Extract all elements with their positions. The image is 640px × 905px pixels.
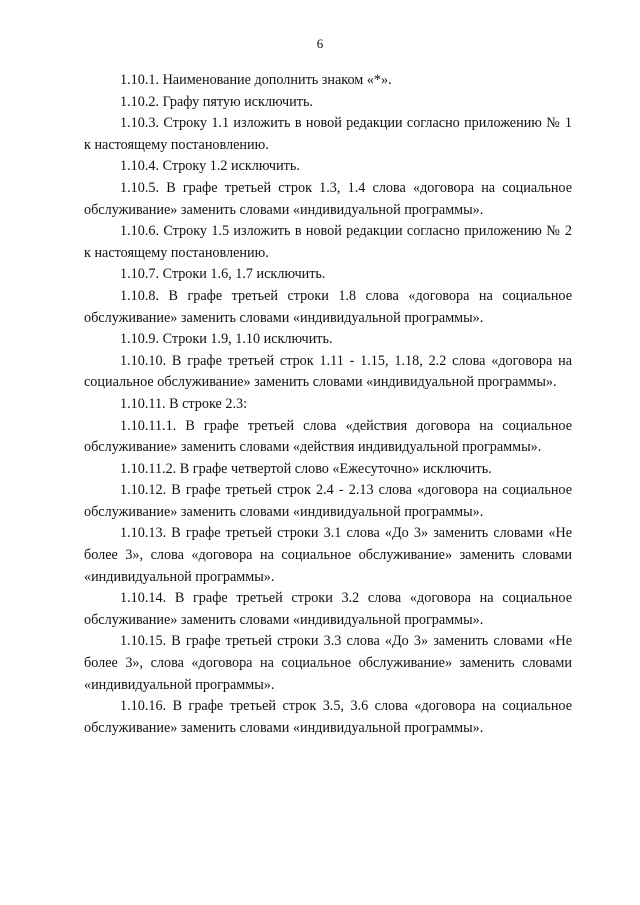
paragraph: 1.10.15. В графе третьей строки 3.3 слова «До 3» заменить словами «Не более 3», слова «договора на социальное обслуживание» заменить словами «индивидуальной программы». (84, 633, 572, 693)
paragraph: 1.10.5. В графе третьей строк 1.3, 1.4 слова «договора на социальное обслуживание» заменить словами «индивидуальной программы». (84, 179, 572, 218)
paragraph: 1.10.11.2. В графе четвертой слово «Ежесуточно» исключить. (120, 460, 492, 477)
paragraph: 1.10.7. Строки 1.6, 1.7 исключить. (120, 266, 326, 283)
paragraph: 1.10.12. В графе третьей строк 2.4 - 2.13 слова «договора на социальное обслуживание» заменить словами «индивидуальной программы». (84, 482, 572, 520)
paragraph: 1.10.3. Строку 1.1 изложить в новой редакции согласно приложению № 1 к настоящему постановлению. (84, 115, 572, 153)
paragraph: 1.10.8. В графе третьей строки 1.8 слова «договора на социальное обслуживание» заменить словами «индивидуальной программы». (84, 287, 572, 326)
paragraph: 1.10.16. В графе третьей строк 3.5, 3.6 слова «договора на социальное обслуживание» заменить словами «индивидуальной программы». (84, 698, 572, 736)
paragraph: 1.10.13. В графе третьей строки 3.1 слова «До 3» заменить словами «Не более 3», слова «договора на социальное обслуживание» заменить словами «индивидуальной программы». (84, 525, 572, 585)
paragraph: 1.10.11.1. В графе третьей слова «действия договора на социальное обслуживание» заменить словами «действия индивидуальной программы». (84, 417, 572, 456)
paragraph: 1.10.6. Строку 1.5 изложить в новой редакции согласно приложению № 2 к настоящему постановлению. (84, 223, 572, 261)
paragraph: 1.10.9. Строки 1.9, 1.10 исключить. (120, 331, 333, 348)
paragraph: 1.10.14. В графе третьей строки 3.2 слова «договора на социальное обслуживание» заменить словами «индивидуальной программы». (84, 590, 572, 628)
page-number: 6 (316, 36, 324, 51)
paragraph: 1.10.10. В графе третьей строк 1.11 - 1.15, 1.18, 2.2 слова «договора на социальное обслуживание» заменить словами «индивидуальной программы». (84, 352, 572, 391)
paragraph: 1.10.4. Строку 1.2 исключить. (120, 158, 300, 175)
paragraph: 1.10.2. Графу пятую исключить. (120, 93, 313, 110)
paragraph: 1.10.1. Наименование дополнить знаком «*». (120, 72, 392, 88)
paragraph: 1.10.11. В строке 2.3: (120, 395, 248, 412)
document-body (84, 70, 572, 739)
